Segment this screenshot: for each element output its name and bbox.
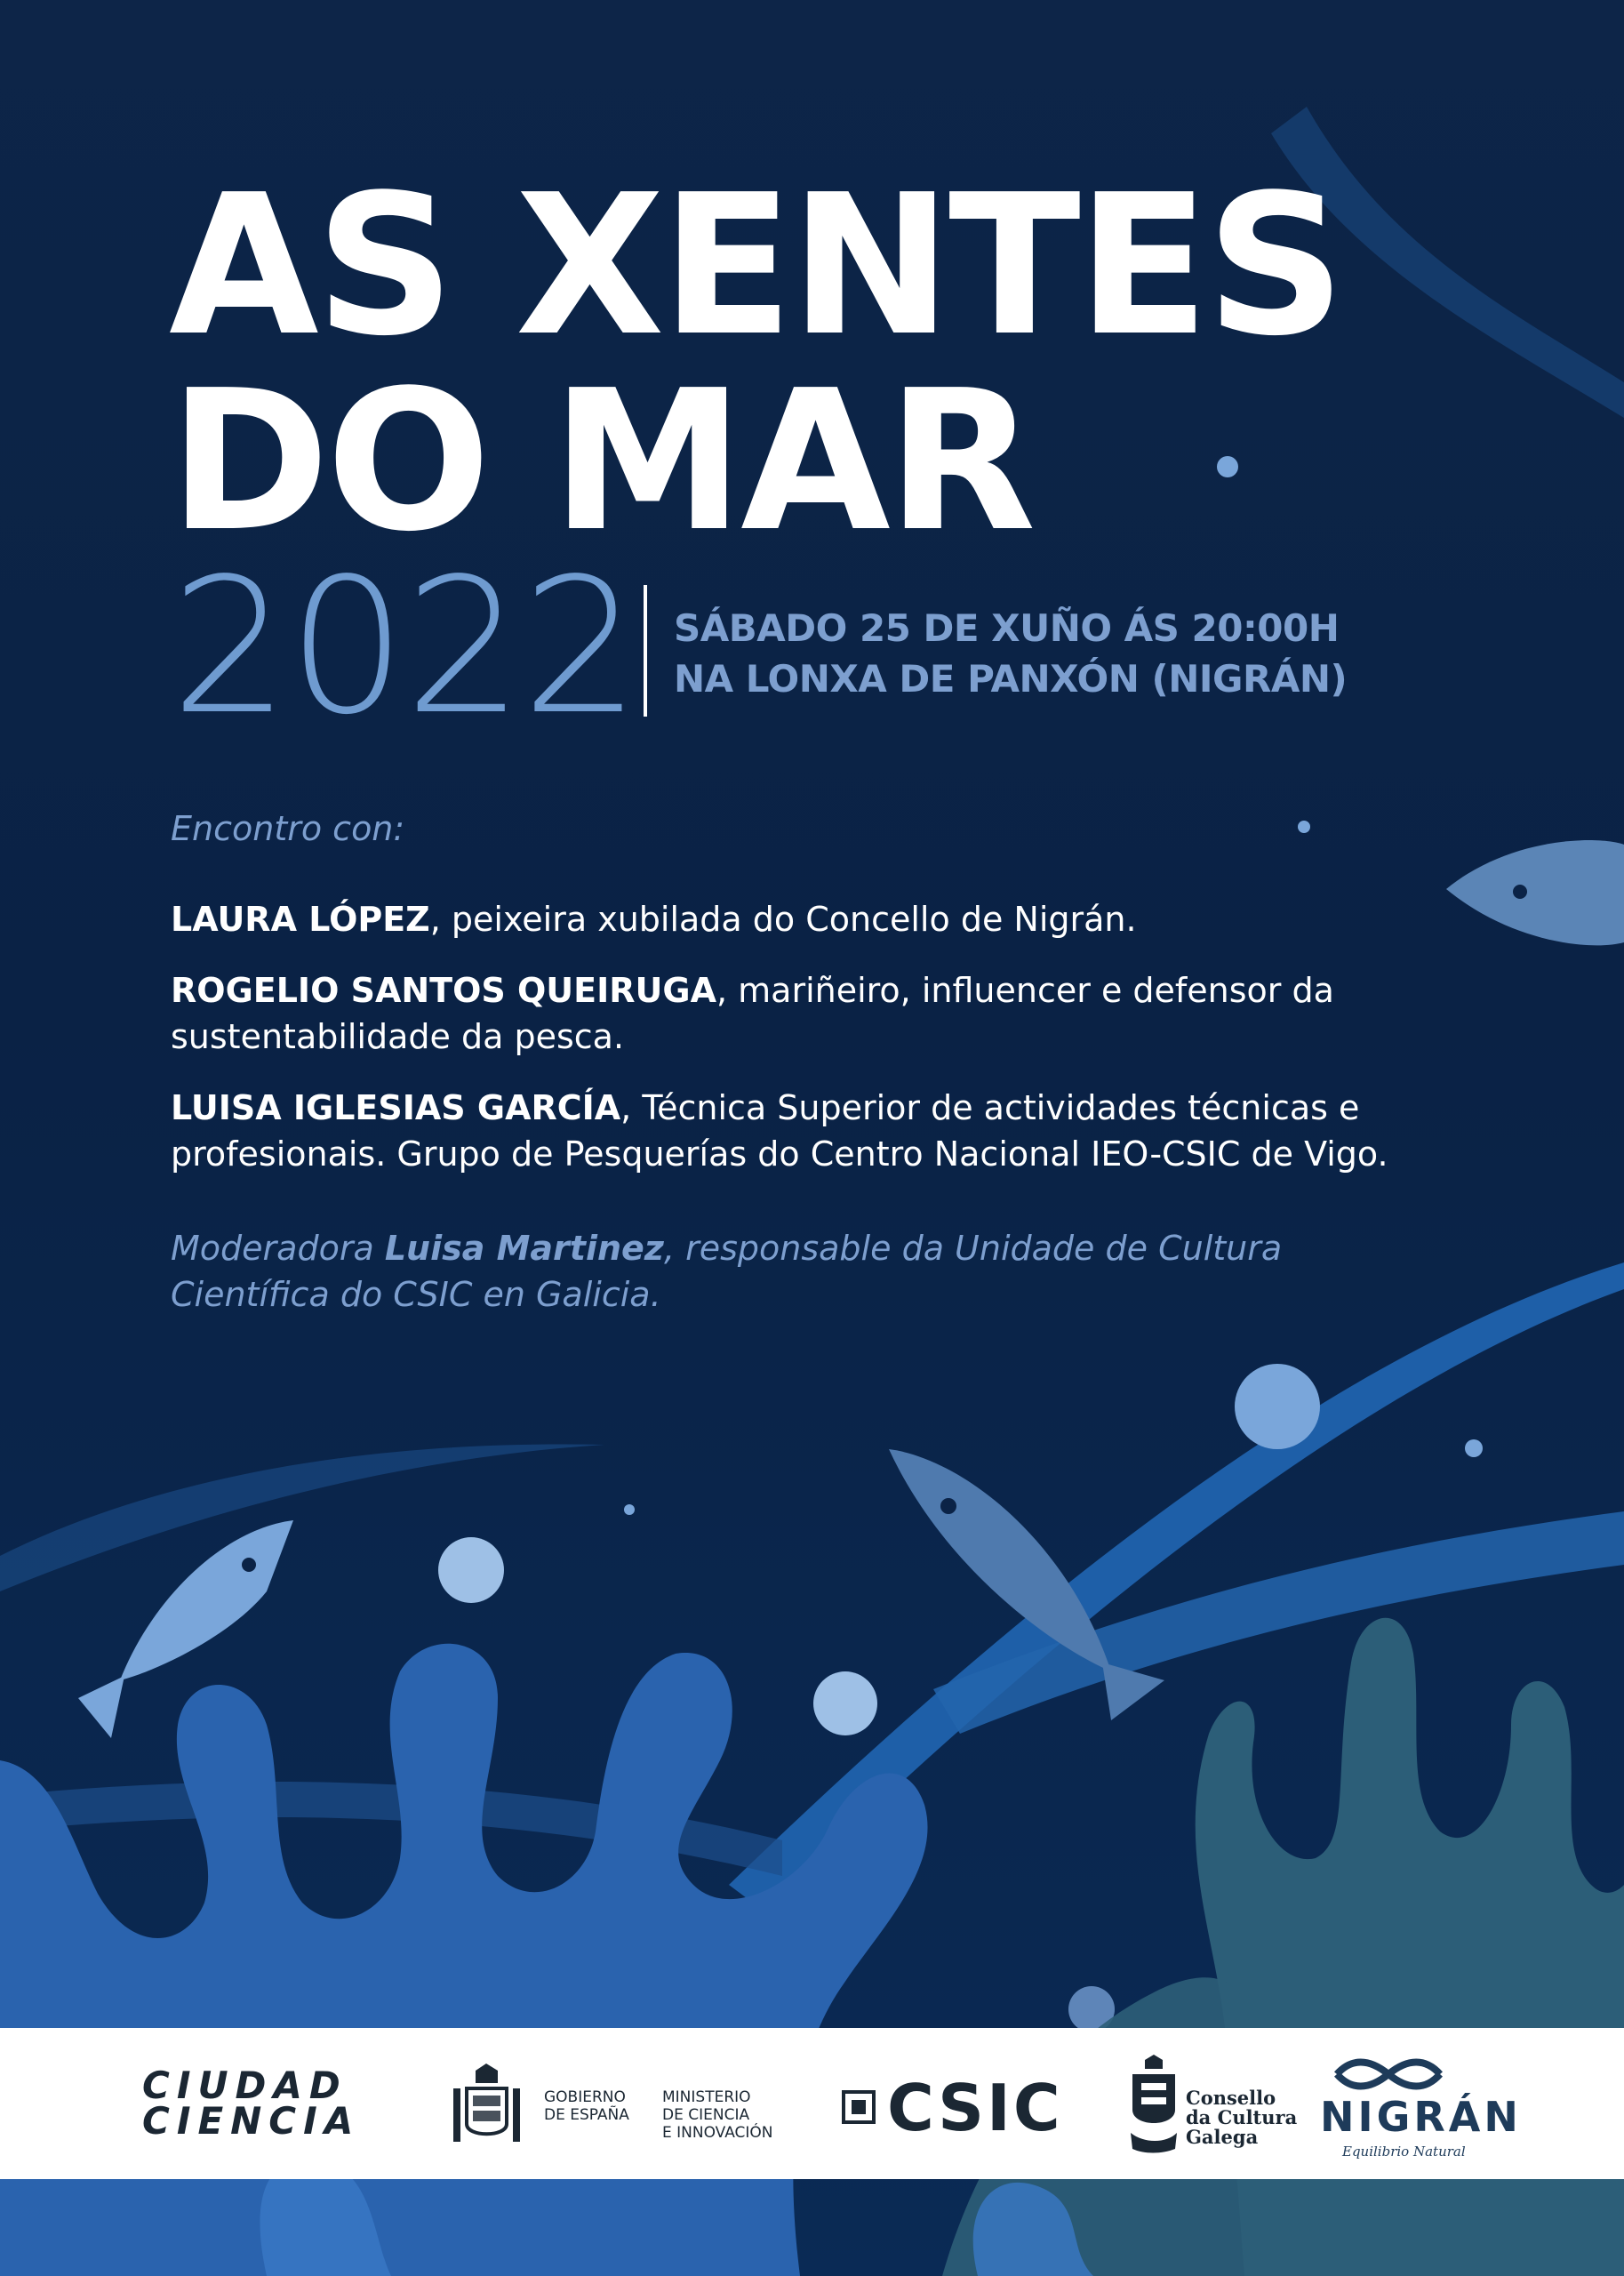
spain-coat-of-arms-icon [444,2062,529,2151]
light-swoosh [0,1444,604,1591]
consello-crest-icon [1122,2055,1186,2154]
csic-emblem-icon [840,2088,877,2126]
event-date: SÁBADO 25 DE XUÑO ÁS 20:00H [674,606,1340,650]
bubble [438,1537,504,1603]
nigran-tagline: Equilibrio Natural [1342,2144,1466,2160]
consello-line-2: da Cultura [1186,2106,1298,2128]
guest-description: , Técnica Superior de actividades técnicas e profesionais. Grupo de Pesquerías do Centro Nacional IEO-CSIC de Vigo. [171,1088,1388,1174]
guest-list [171,896,1415,1202]
event-title [169,154,1342,574]
csic-logo: CSIC [887,2071,1063,2145]
consello-line-1: Consello [1186,2087,1276,2109]
ciudad-ciencia-logo [142,2064,361,2143]
divider [644,585,647,717]
gobierno-line-1: GOBIERNO [544,2088,626,2106]
guest-item [171,967,1415,1060]
coral-blue [0,1644,928,2276]
ministerio-logo [662,2088,773,2142]
moderator-prefix: Moderadora [171,1229,385,1268]
ciudad-ciencia-line-2: CIENCIA [142,2099,361,2143]
moderator-suffix: , responsable da Unidade de Cultura Científica do CSIC en Galicia. [171,1229,1283,1314]
title-line-2: DO MAR [169,349,1033,574]
guest-name: LAURA LÓPEZ [171,900,430,939]
bubble [624,1504,635,1515]
guest-item [171,1085,1415,1177]
title-line-1: AS XENTES [169,154,1342,379]
sponsor-logo-band [0,2028,1624,2179]
bubble [1465,1439,1483,1457]
gobierno-line-2: DE ESPAÑA [544,2106,629,2124]
consello-cultura-galega-logo [1186,2088,1297,2147]
nigran-wave-icon [1333,2055,1444,2094]
ministerio-line-1: MINISTERIO [662,2088,751,2106]
bubble [813,1671,877,1735]
ciudad-ciencia-line-1: CIUDAD [142,2064,348,2107]
ministerio-line-3: E INNOVACIÓN [662,2124,773,2142]
moderator-name: Luisa Martinez [384,1229,664,1268]
guest-description: , mariñeiro, influencer e defensor da sustentabilidade da pesca. [171,971,1334,1056]
guest-name: ROGELIO SANTOS QUEIRUGA [171,971,716,1010]
event-place: NA LONXA DE PANXÓN (NIGRÁN) [674,657,1348,701]
intro-text: Encontro con: [171,809,405,848]
fish-right [1446,840,1624,945]
gobierno-espana-logo [544,2088,629,2124]
ministerio-line-2: DE CIENCIA [662,2106,750,2124]
guest-name: LUISA IGLESIAS GARCÍA [171,1088,621,1127]
guest-description: , peixeira xubilada do Concello de Nigrán. [429,900,1137,939]
bubble [1298,821,1310,833]
event-year: 2022 [171,538,639,756]
event-details [674,603,1347,704]
consello-line-3: Galega [1186,2126,1259,2148]
nigran-logo: NIGRÁN [1320,2093,1522,2141]
guest-item [171,896,1415,942]
moderator-text [171,1225,1397,1318]
bubble [1235,1364,1320,1449]
